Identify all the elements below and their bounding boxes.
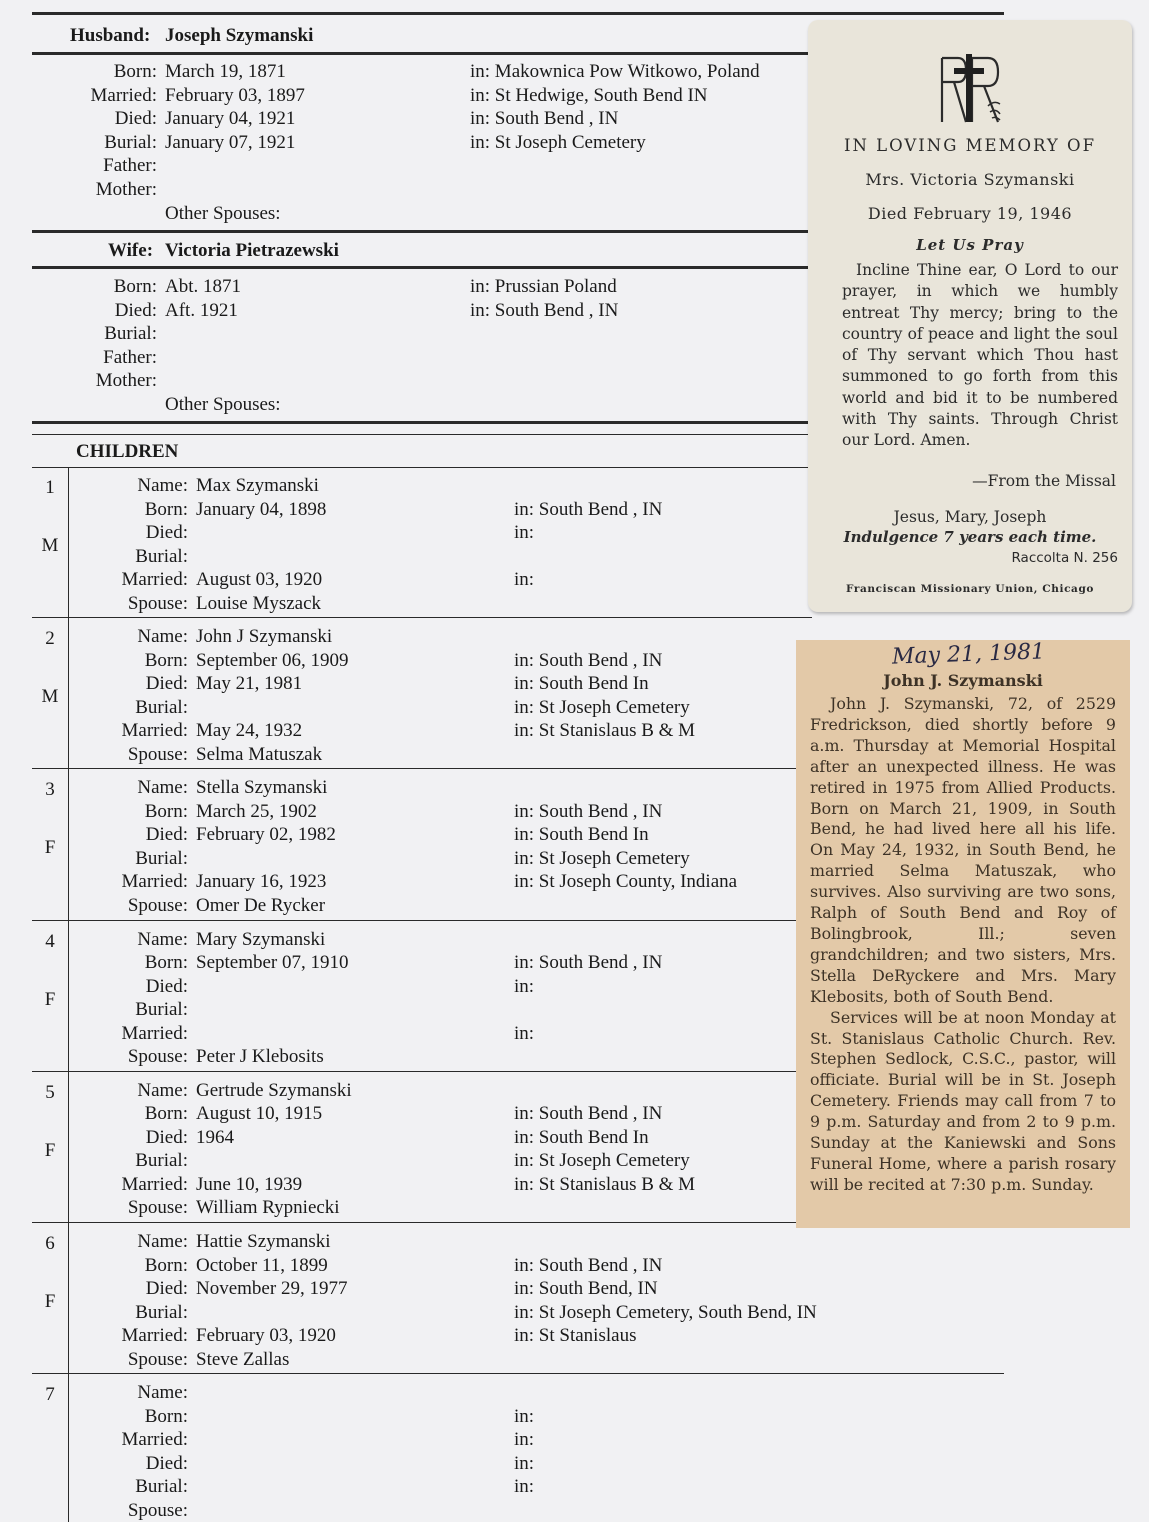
child-field-place: in: (514, 975, 535, 997)
child-field-place: in: St Stanislaus B & M (514, 720, 696, 742)
child-field-label: Born: (144, 498, 188, 520)
child-field-label: Burial: (135, 1150, 188, 1172)
child-field-label: Name: (137, 1382, 188, 1404)
child-field-place: in: St Stanislaus (514, 1325, 637, 1346)
child-field-label: Married: (121, 720, 188, 742)
wife-name: Victoria Pietrazewski (165, 240, 339, 261)
child-field-label: Married: (121, 1022, 188, 1044)
child-number: 6 (45, 1233, 55, 1254)
child-field-value: Hattie Szymanski (196, 1231, 331, 1252)
child-separator-rule (32, 1373, 1004, 1374)
children-title: CHILDREN (76, 441, 179, 462)
child-field-label: Born: (144, 1405, 188, 1427)
child-field-value: October 11, 1899 (196, 1254, 328, 1276)
husband-rule (32, 52, 812, 55)
child-field-label: Died: (145, 673, 188, 695)
child-field-label: Married: (121, 871, 188, 893)
wife-field-label: Born: (113, 276, 157, 297)
wife-bottom-rule (32, 421, 812, 424)
child-field-label: Name: (137, 626, 188, 648)
child-number: 2 (45, 628, 55, 650)
child-separator-rule (32, 920, 812, 921)
card-raccolta: Raccolta N. 256 (1011, 550, 1118, 566)
husband-field-place: in: Makownica Pow Witkowo, Poland (470, 61, 760, 82)
child-field-place: in: (514, 1429, 535, 1451)
child-number: 4 (45, 930, 55, 952)
husband-field-value: January 04, 1921 (165, 108, 296, 130)
child-field-value: Louise Myszack (196, 592, 322, 614)
child-field-value: Mary Szymanski (196, 928, 326, 950)
child-field-label: Spouse: (127, 1197, 188, 1219)
husband-header-label: Husband: (70, 25, 151, 46)
child-field-label: Died: (145, 824, 188, 846)
child-field-label: Burial: (135, 1476, 188, 1498)
top-rule (32, 12, 1004, 15)
obituary-paragraph: Services will be at noon Monday at St. Stanislaus Catholic Church. Rev. Stephen Sedlock, C.S.C., pastor, will officiate. Burial will be in St. Joseph Cemetery. Friends may call from 7 to 9 p.m. Saturday and from 2 to 9 p.m. Sunday at the Kaniewski and Sons Funeral Home, where a parish rosary will be recited at 7:30 p.m. Sunday. (810, 1007, 1116, 1194)
child-field-value: Steve Zallas (196, 1348, 290, 1370)
child-field-label: Name: (137, 1231, 188, 1252)
child-field-value: November 29, 1977 (196, 1278, 348, 1299)
husband-field-value: February 03, 1897 (165, 84, 305, 106)
card-publisher: Franciscan Missionary Union, Chicago (845, 583, 1095, 595)
child-field-place: in: South Bend , IN (514, 649, 663, 671)
child-field-label: Born: (144, 1254, 188, 1276)
wife-other-spouses: Other Spouses: (165, 394, 281, 415)
wife-rule (32, 266, 812, 269)
husband-field-value: January 07, 1921 (165, 131, 296, 153)
obituary-clipping (796, 640, 1130, 1228)
husband-field-label: Mother: (95, 179, 157, 200)
husband-bottom-rule (32, 230, 812, 233)
child-field-place: in: St Joseph Cemetery, South Bend, IN (514, 1301, 817, 1323)
child-field-label: Spouse: (127, 1499, 188, 1521)
cross-monogram-icon (936, 50, 1008, 134)
child-field-label: Born: (144, 952, 188, 974)
child-field-place: in: St Joseph Cemetery (514, 696, 690, 718)
child-sex: M (41, 686, 59, 708)
child-field-place: in: South Bend , IN (514, 952, 663, 974)
child-field-label: Spouse: (127, 1046, 188, 1068)
child-field-place: in: (514, 522, 535, 543)
child-field-place: in: South Bend In (514, 824, 649, 846)
card-deceased-name: Mrs. Victoria Szymanski (865, 170, 1075, 189)
child-field-value: 1964 (196, 1126, 234, 1148)
wife-field-place: in: South Bend , IN (470, 299, 619, 321)
child-field-value: August 10, 1915 (196, 1103, 323, 1125)
child-field-label: Died: (145, 1278, 188, 1299)
child-field-value: February 03, 1920 (196, 1325, 336, 1346)
child-field-value: Gertrude Szymanski (196, 1079, 352, 1101)
child-field-place: in: St Joseph County, Indiana (514, 871, 738, 893)
child-number: 3 (45, 779, 55, 801)
card-prayer-text: Incline Thine ear, O Lord to our prayer, in which we humbly entreat Thy mercy; bring to the country of peace and light the soul of Thy servant which Thou hast summoned to go forth from this world and bid it to be numbered with Thy saints. Through Christ our Lord. Amen. (842, 261, 1118, 450)
wife-field-value: Aft. 1921 (165, 299, 238, 321)
husband-field-place: in: St Hedwige, South Bend IN (470, 84, 708, 106)
child-field-label: Burial: (135, 847, 188, 869)
child-field-place: in: (514, 1022, 535, 1044)
child-field-value: June 10, 1939 (196, 1173, 303, 1195)
obituary-handwritten-date: May 21, 1981 (891, 639, 1046, 670)
child-field-value: William Rypniecki (196, 1197, 340, 1219)
child-field-label: Married: (121, 1429, 188, 1451)
obituary-paragraph: John J. Szymanski, 72, of 2529 Fredrickson, died shortly before 9 a.m. Thursday at Memorial Hospital after an unexpected illness. He was retired in 1975 from Allied Products. Born on March 21, 1909, in South Bend, he had lived here all his life. On May 24, 1932, in South Bend, he married Selma Matuszak, who survives. Also surviving are two sons, Ralph of South Bend and Roy of Bolingbrook, Ill.; seven grandchildren; and two sisters, Mrs. Stella DeRyckere and Mrs. Mary Klebosits, both of South Bend. (810, 694, 1116, 1006)
child-field-value: August 03, 1920 (196, 569, 323, 590)
obituary-title: John J. Szymanski (883, 671, 1043, 690)
child-sex: F (44, 837, 56, 859)
husband-field-value: March 19, 1871 (165, 61, 286, 82)
husband-field-place: in: St Joseph Cemetery (470, 131, 646, 153)
obituary-body (810, 694, 1116, 1196)
child-field-label: Burial: (135, 999, 188, 1021)
child-field-label: Spouse: (127, 592, 188, 614)
child-field-place: in: South Bend In (514, 1126, 649, 1148)
husband-field-label: Born: (113, 61, 157, 82)
husband-name: Joseph Szymanski (165, 25, 314, 46)
child-field-value: September 07, 1910 (196, 952, 349, 974)
child-field-place: in: South Bend In (514, 673, 649, 695)
child-field-label: Married: (121, 569, 188, 590)
child-field-value: Selma Matuszak (196, 743, 323, 765)
child-field-value: Peter J Klebosits (196, 1046, 324, 1068)
wife-field-label: Father: (103, 346, 157, 368)
child-separator-rule (32, 1071, 812, 1072)
child-field-value: May 21, 1981 (196, 673, 303, 695)
child-field-value: September 06, 1909 (196, 649, 349, 671)
child-field-value: Max Szymanski (196, 475, 319, 496)
child-field-place: in: (514, 1476, 535, 1498)
child-field-label: Born: (144, 800, 188, 822)
children-column-rule (68, 467, 69, 1522)
child-field-place: in: St Joseph Cemetery (514, 1150, 690, 1172)
child-field-place: in: South Bend , IN (514, 498, 663, 520)
child-field-value: Omer De Rycker (196, 894, 326, 916)
child-field-value: January 04, 1898 (196, 498, 327, 520)
child-field-place: in: (514, 1452, 535, 1474)
child-field-place: in: (514, 569, 535, 590)
child-field-label: Burial: (135, 696, 188, 718)
child-field-value: January 16, 1923 (196, 871, 327, 893)
child-field-place: in: South Bend , IN (514, 1254, 663, 1276)
husband-other-spouses: Other Spouses: (165, 203, 281, 224)
husband-field-label: Burial: (104, 131, 157, 153)
child-field-label: Name: (137, 777, 188, 799)
card-death-date: Died February 19, 1946 (867, 204, 1073, 223)
child-field-label: Born: (144, 649, 188, 671)
wife-field-value: Abt. 1871 (165, 276, 241, 297)
children-header-rule (32, 467, 812, 468)
child-field-label: Burial: (135, 1301, 188, 1323)
wife-header-label: Wife: (108, 240, 154, 261)
child-field-label: Died: (145, 975, 188, 997)
husband-field-label: Died: (114, 108, 157, 130)
child-sex: F (44, 1139, 56, 1161)
child-field-place: in: (514, 1405, 535, 1427)
child-number: 5 (45, 1081, 55, 1103)
card-indulgence: Indulgence 7 years each time. (843, 528, 1097, 546)
child-number: 1 (45, 477, 55, 498)
child-sex: F (44, 1291, 56, 1312)
husband-field-place: in: South Bend , IN (470, 108, 619, 130)
husband-field-label: Father: (103, 155, 157, 177)
wife-field-label: Mother: (95, 370, 157, 392)
child-field-value: March 25, 1902 (196, 800, 317, 822)
child-field-label: Burial: (135, 545, 188, 567)
card-invocation: Jesus, Mary, Joseph (893, 508, 1047, 526)
child-field-label: Spouse: (127, 894, 188, 916)
card-prayer-title: Let Us Pray (916, 236, 1024, 254)
child-field-value: John J Szymanski (196, 626, 333, 648)
child-field-label: Died: (145, 522, 188, 543)
wife-field-label: Died: (114, 299, 157, 321)
child-field-place: in: South Bend, IN (514, 1278, 658, 1299)
child-field-place: in: St Stanislaus B & M (514, 1173, 696, 1195)
child-field-label: Died: (145, 1126, 188, 1148)
child-field-label: Name: (137, 1079, 188, 1101)
child-sex: M (41, 535, 59, 556)
memorial-card (808, 20, 1132, 612)
child-field-label: Born: (144, 1103, 188, 1125)
card-prayer-source: —From the Missal (972, 472, 1116, 490)
wife-field-label: Burial: (104, 323, 157, 345)
child-field-label: Married: (121, 1173, 188, 1195)
child-separator-rule (32, 1222, 812, 1223)
children-rule (32, 434, 812, 435)
child-field-label: Spouse: (127, 1348, 188, 1370)
child-field-label: Name: (137, 928, 188, 950)
child-field-label: Died: (145, 1452, 188, 1474)
child-sex: F (44, 988, 56, 1010)
child-number: 7 (45, 1384, 55, 1406)
child-field-label: Name: (137, 475, 188, 496)
child-field-place: in: South Bend , IN (514, 1103, 663, 1125)
card-heading: IN LOVING MEMORY OF (843, 136, 1097, 155)
husband-field-label: Married: (90, 84, 157, 106)
child-separator-rule (32, 768, 812, 769)
child-field-label: Spouse: (127, 743, 188, 765)
child-field-label: Married: (121, 1325, 188, 1346)
child-field-place: in: St Joseph Cemetery (514, 847, 690, 869)
child-separator-rule (32, 617, 812, 618)
child-field-value: February 02, 1982 (196, 824, 336, 846)
child-field-place: in: South Bend , IN (514, 800, 663, 822)
child-field-value: Stella Szymanski (196, 777, 328, 799)
wife-field-place: in: Prussian Poland (470, 276, 617, 297)
child-field-value: May 24, 1932 (196, 720, 303, 742)
